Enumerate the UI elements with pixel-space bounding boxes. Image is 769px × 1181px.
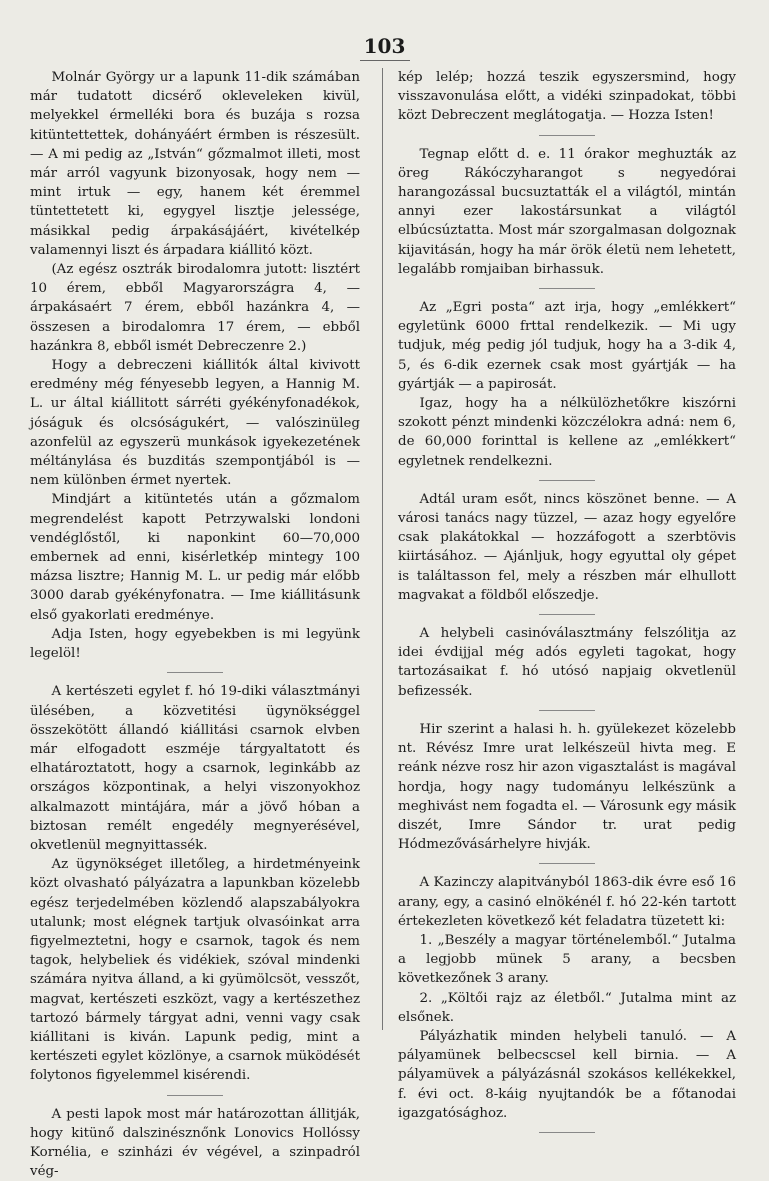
column-divider (382, 68, 383, 1030)
paragraph: A pesti lapok most már határozottan állitják, hogy kitünő dalszinésznőnk Lonovics Hollóssy Kornélia, e szinházi év végével, a szinpadról vég- (30, 1106, 360, 1180)
section-separator (539, 480, 595, 481)
paragraph: Az „Egri posta“ azt irja, hogy „emlékkert“ egyletünk 6000 frttal rendelkezik. — Mi ugy tudjuk, még pedig jól tudjuk, hogy ha a 3-dik 4, 5, és 6-dik ezernek csak most gyártják — ha gyártják — a papirosát. (398, 300, 736, 392)
page-number: 103 (363, 34, 406, 58)
section-separator (539, 135, 595, 136)
section-separator (539, 288, 595, 289)
paragraph: Pályázhatik minden helybeli tanuló. — A pályamünek belbecscsel kell birnia. — A pályamüvek a pályázásnál szokásos kellékekkel, f. évi oct. 8-káig nyujtandók be a főtanodai igazgatósághoz. (398, 1028, 736, 1121)
paragraph: Molnár György ur a lapunk 11-dik számában már tudatott dicsérő okleveleken kivül, melyekkel érmelléki bora és buzája s rozsa kitüntettettek, dohányáért érmben is részesült. — A mi pedig az „István“ gőzmalmot illeti, most már arról vagyunk bizonyosak, hogy nem — mint irtuk — egy, hanem két éremmel tüntettetett ki, egygyel lisztje jelessége, másikkal pedig árpakásájáért, kivételkép valamennyi liszt és árpadara kiállitó közt. (30, 70, 360, 258)
paragraph: Az ügynökséget illetőleg, a hirdetményeink közt olvasható pályázatra a lapunkban közelebb egész terjedelmében közlendő alapszabályokra utalunk; most elégnek tartjuk olvasóinkat arra figyelmeztetni, hogy e csarnok, tagok és nem tagok, helybeliek és vidékiek, szóval mindenki számára nyitva álland, a ki gyümölcsöt, vesszőt, magvat, kertészeti eszközt, vagy a kertészethez tartozó bármely tárgyat adni, venni vagy csak kiállitani is kiván. Lapunk pedig, mint a kertészeti egylet közlönye, a csarnok müködését folytonos figyelemmel kisérendi. (30, 857, 360, 1084)
left-column (30, 68, 360, 1181)
paragraph: A kertészeti egylet f. hó 19-diki választmányi ülésében, a közvetitési ügynökséggel összekötött állandó kiállitási csarnok elvben már elfogadott eszméje tárgyaltatott és elhatároztatott, hogy a csarnok, leginkább az országos központinak, a helyi viszonyokhoz alkalmazott mintájára, már a jövő hóban a biztosan remélt engedély megnyerésével, okvetlenül megnyittassék. (30, 684, 360, 853)
paragraph: kép lelép; hozzá teszik egyszersmind, hogy visszavonulása előtt, a vidéki szinpadokat, többi közt Debreczent meglátogatja. — Hozza Isten! (398, 70, 736, 124)
section-separator (539, 1132, 595, 1133)
paragraph: Mindjárt a kitüntetés után a gőzmalom megrendelést kapott Petrzywalski londoni vendéglőstől, ki naponkint 60—70,000 embernek ad enni, kisérletkép mintegy 100 mázsa lisztre; Hannig M. L. ur pedig már előbb 3000 darab gyékényfonatra. — Ime kiállitásunk első gyakorlati eredménye. (30, 492, 360, 623)
paragraph: Hir szerint a halasi h. h. gyülekezet közelebb nt. Révész Imre urat lelkészeül hivta meg. E reánk nézve rosz hir azon vigasztalást is magával hordja, hogy nagy tudományu lelkészünk a meghivást nem fogadta el. — Városunk egy másik diszét, Imre Sándor tr. urat pedig Hódmezővásárhelyre hivják. (398, 721, 736, 853)
paragraph: Igaz, hogy ha a nélkülözhetőkre kiszórni szokott pénzt mindenki közczélokra adná: nem 6, de 60,000 forinttal is kellene az „emlékkert“ egyletnek rendelkezni. (398, 396, 736, 469)
paragraph: (Az egész osztrák birodalomra jutott: lisztért 10 érem, ebből Magyarországra 4, — árpakásaért 7 érem, ebből hazánkra 4, — összesen a birodalomra 17 érem, — ebből hazánkra 8, ebből ismét Debreczenre 2.) (30, 262, 360, 354)
paragraph: Adtál uram esőt, nincs köszönet benne. — A városi tanács nagy tüzzel, — azaz hogy egyelőre csak plakátokkal — hozzáfogott a szerbtövis kiirtásához. — Ajánljuk, hogy egyuttal oly gépet is találtasson fel, mely a részben már elhullott magvakat a földből előszedje. (398, 491, 736, 603)
paragraph: Adja Isten, hogy egyebekben is mi legyünk legelöl! (30, 626, 360, 662)
page-number-rule (360, 60, 410, 61)
right-column (398, 68, 736, 1142)
paragraph: 2. „Költői rajz az életből.“ Jutalma mint az elsőnek. (398, 990, 736, 1025)
section-separator (167, 672, 223, 673)
paragraph: A Kazinczy alapitványból 1863-dik évre eső 16 arany, egy, a casinó elnökénél f. hó 22-kén tartott értekezleten következő két feladatra tüzetett ki: (398, 875, 736, 929)
section-separator (167, 1095, 223, 1096)
paragraph: Tegnap előtt d. e. 11 órakor meghuzták az öreg Rákóczyharangot s negyedórai harangozással bucsuztatták el a világtól, mintán annyi ezer lakostársunkat a világtól elbúcsúztatta. Most már szorgalmasan dolgoznak kijavitásán, hogy ha már örök életü nem lehetett, legalább romjaiban birhassuk. (398, 146, 736, 277)
paragraph: Hogy a debreczeni kiállitók által kivivott eredmény még fényesebb legyen, a Hannig M. L. ur által kiállitott sárréti gyékényfonadékok, jóságuk és olcsóságukért, — valószinüleg azonfelül az egyszerü munkások igyekezetének méltánylása és buzditás szempontjából is — nem különben érmet nyertek. (30, 358, 360, 489)
paragraph: 1. „Beszély a magyar történelemből.“ Jutalma a legjobb münek 5 arany, a becsben következőnek 3 arany. (398, 932, 736, 987)
section-separator (539, 710, 595, 711)
section-separator (539, 863, 595, 864)
section-separator (539, 614, 595, 615)
paragraph: A helybeli casinóválasztmány felszólitja az idei évdijjal még adós egyleti tagokat, hogy tartozásaikat f. hó utósó napjaig okvetlenül befizessék. (398, 626, 736, 699)
